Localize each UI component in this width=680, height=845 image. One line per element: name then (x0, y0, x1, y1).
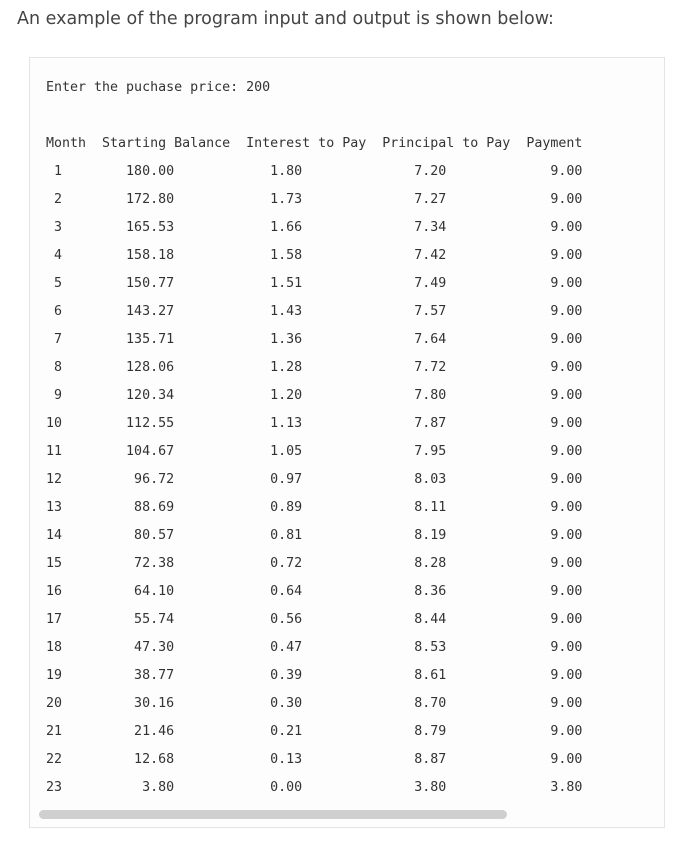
table-row: 16 64.10 0.64 8.36 9.00 (46, 584, 583, 599)
table-row: 20 30.16 0.30 8.70 9.00 (46, 696, 583, 711)
table-row: 12 96.72 0.97 8.03 9.00 (46, 472, 583, 487)
prompt-line: Enter the puchase price: 200 (46, 80, 271, 95)
table-row: 22 12.68 0.13 8.87 9.00 (46, 752, 583, 767)
table-row: 7 135.71 1.36 7.64 9.00 (46, 332, 583, 347)
intro-text: An example of the program input and output is shown below: (17, 9, 554, 29)
table-row: 2 172.80 1.73 7.27 9.00 (46, 192, 583, 207)
table-row: 8 128.06 1.28 7.72 9.00 (46, 360, 583, 375)
table-row: 10 112.55 1.13 7.87 9.00 (46, 416, 583, 431)
table-row: 23 3.80 0.00 3.80 3.80 (46, 780, 583, 795)
scrollbar-thumb[interactable] (39, 810, 507, 819)
table-row: 1 180.00 1.80 7.20 9.00 (46, 164, 583, 179)
table-row: 3 165.53 1.66 7.34 9.00 (46, 220, 583, 235)
code-output-viewport (30, 58, 664, 827)
table-row: 17 55.74 0.56 8.44 9.00 (46, 612, 583, 627)
table-row: 11 104.67 1.05 7.95 9.00 (46, 444, 583, 459)
table-row: 4 158.18 1.58 7.42 9.00 (46, 248, 583, 263)
table-row: 9 120.34 1.20 7.80 9.00 (46, 388, 583, 403)
code-output-block (29, 57, 665, 828)
table-row: 18 47.30 0.47 8.53 9.00 (46, 640, 583, 655)
table-row: 5 150.77 1.51 7.49 9.00 (46, 276, 583, 291)
table-row: 6 143.27 1.43 7.57 9.00 (46, 304, 583, 319)
table-row: 13 88.69 0.89 8.11 9.00 (46, 500, 583, 515)
table-row: 19 38.77 0.39 8.61 9.00 (46, 668, 583, 683)
table-header-line: Month Starting Balance Interest to Pay Principal to Pay Payment (46, 136, 583, 151)
horizontal-scrollbar[interactable] (30, 807, 664, 821)
table-row: 21 21.46 0.21 8.79 9.00 (46, 724, 583, 739)
table-row: 14 80.57 0.81 8.19 9.00 (46, 528, 583, 543)
table-row: 15 72.38 0.72 8.28 9.00 (46, 556, 583, 571)
